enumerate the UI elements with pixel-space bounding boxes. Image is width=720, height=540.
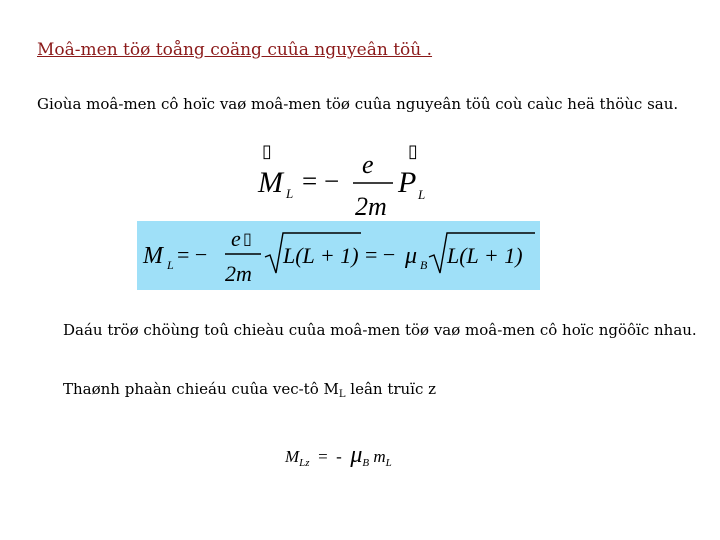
projection-text-sub: L xyxy=(338,389,346,400)
eq2-lhs-sub: L xyxy=(167,258,174,272)
eq1-rhs-sub: L xyxy=(418,187,426,202)
eq3-lhs: M xyxy=(285,447,300,466)
eq3-m-sub: L xyxy=(385,457,392,469)
eq2-lhs-symbol: M xyxy=(143,243,163,269)
projection-text-end: leân truïc z xyxy=(345,380,437,398)
equation-magnetic-moment-magnitude xyxy=(137,221,540,290)
projection-text-main: Thaønh phaàn chieáu cuûa vec-tô M xyxy=(63,380,339,398)
explanation-sign-text: Daáu tröø chöùng toû chieàu cuûa moâ-men töø vaø moâ-men cô hoïc ngöôïc nhau. xyxy=(63,321,697,339)
eq2-equals-minus-2: = − xyxy=(365,242,396,267)
eq2-radical-2: L(L + 1) xyxy=(447,243,523,268)
eq3-minus: - xyxy=(336,447,342,466)
eq1-lhs-sub: L xyxy=(286,186,294,201)
eq1-numerator: e xyxy=(362,150,374,179)
eq3-lhs-sub: Lz xyxy=(299,457,310,469)
eq2-numerator: e xyxy=(231,226,241,251)
projection-text xyxy=(63,380,436,400)
eq2-equals-minus: = − xyxy=(177,242,208,267)
equation-highlight-box xyxy=(137,221,540,290)
eq2-denominator: 2m xyxy=(225,261,252,286)
equation-z-component xyxy=(285,442,392,469)
intro-text: Gioùa moâ-men cô hoïc vaø moâ-men töø cuûa nguyeân töû coù caùc heä thöùc sau. xyxy=(37,95,679,113)
equation-magnetic-moment-vector xyxy=(256,143,456,223)
eq3-m: m xyxy=(373,447,386,466)
eq1-denominator: 2m xyxy=(355,192,387,221)
vector-arrow-icon: ▯ xyxy=(408,143,418,162)
eq1-rhs-symbol: P xyxy=(398,166,417,199)
eq2-radical-1: L(L + 1) xyxy=(283,243,359,268)
eq3-equals: = xyxy=(318,447,328,466)
eq3-mu: μ xyxy=(350,442,363,468)
eq1-equals-minus: = − xyxy=(302,166,340,196)
slide-title: Moâ-men töø toång coäng cuûa nguyeân töû . xyxy=(37,40,433,60)
eq2-mu: μ xyxy=(405,243,418,269)
eq3-mu-sub: B xyxy=(362,457,370,469)
hbar-icon: ▯ xyxy=(243,229,252,248)
eq1-lhs-symbol: M xyxy=(258,166,283,199)
vector-arrow-icon: ▯ xyxy=(262,143,272,162)
eq2-mu-sub: B xyxy=(420,258,428,272)
